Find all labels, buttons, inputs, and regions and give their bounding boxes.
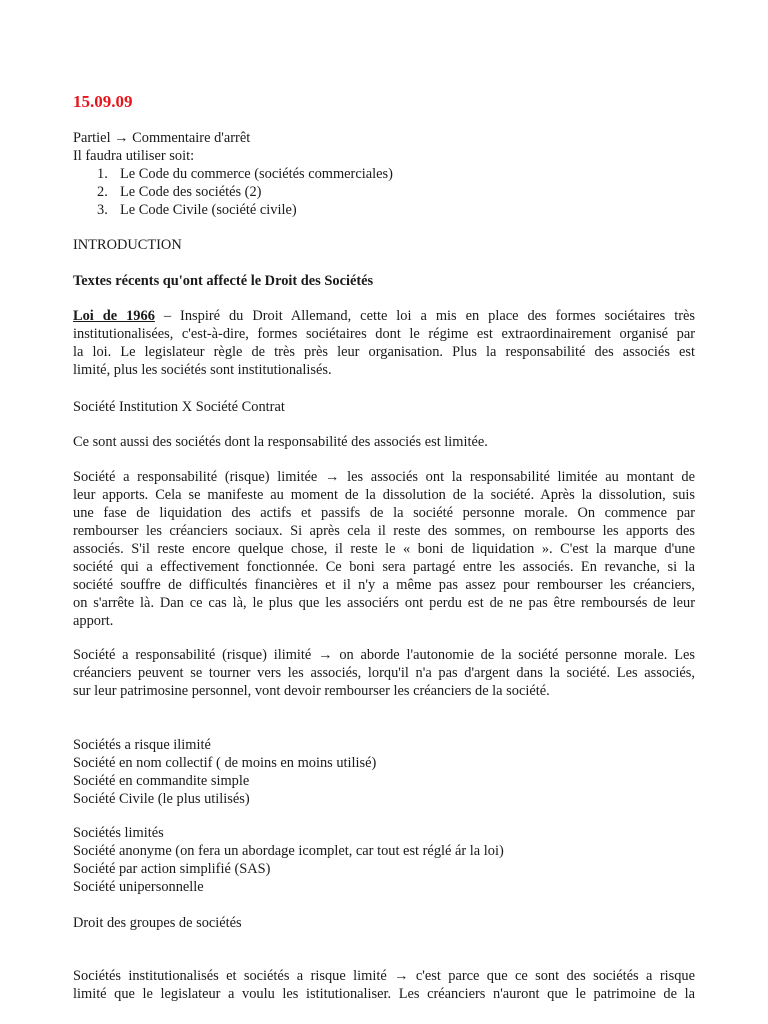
list-item: Société en nom collectif ( de moins en moins utilisé) xyxy=(73,755,377,771)
droit-groupes-line: Droit des groupes de sociétés xyxy=(73,915,242,931)
il-faudra-line: Il faudra utiliser soit: xyxy=(73,148,195,164)
list-item: Société unipersonnelle xyxy=(73,879,204,895)
institution-contrat-line: Société Institution X Société Contrat xyxy=(73,399,285,415)
paragraph-line: la loi. Le legislateur règle de très près leur organisation. Plus la responsabilité des associés est xyxy=(73,344,695,360)
code-list-item xyxy=(73,201,695,219)
paragraph-line: institutionalisées, c'est-à-dire, formes sociétaires dont le régime est extraordinairement organisé par xyxy=(73,326,695,342)
list-number: 2. xyxy=(97,184,108,200)
paragraph-line: limité, plus les sociétés sont institutionalisés. xyxy=(73,362,332,378)
list-number: 3. xyxy=(97,202,108,218)
list-item: Société en commandite simple xyxy=(73,773,250,789)
paragraph-line: limité que le legislateur a voulu les istitutionaliser. Les créanciers n'auront que le patrimoine de la xyxy=(73,986,695,1002)
loi-paragraph xyxy=(73,307,695,379)
code-list-item xyxy=(73,165,695,183)
paragraph-line: apport. xyxy=(73,613,114,629)
paragraph-line: une fase de liquidation des actifs et passifs de la société personne morale. On commence par xyxy=(73,505,695,521)
paragraph-line: sur leur patrimosine personnel, vont devoir rembourser les créanciers de la société. xyxy=(73,683,550,699)
list-text: Le Code Civile (société civile) xyxy=(120,202,297,218)
ilimite-paragraph xyxy=(73,646,695,700)
loi-line-text: – Inspiré du Droit Allemand, cette loi a mis en place des formes sociétaires très xyxy=(154,308,695,324)
introduction-heading: INTRODUCTION xyxy=(73,237,182,253)
list-item: Sociétés limités xyxy=(73,825,164,841)
limites-list xyxy=(73,824,695,896)
list-item: Société anonyme (on fera un abordage icomplet, car tout est réglé ár la loi) xyxy=(73,843,504,859)
partiel-line: Partiel → Commentaire d'arrêt xyxy=(73,130,251,146)
list-item: Société Civile (le plus utilisés) xyxy=(73,791,250,807)
paragraph-line: associés. S'il reste encore quelque chose, il reste le « boni de liquidation ». C'est la marque d'une xyxy=(73,541,695,557)
paragraph-line: société souffre de difficultés financières et il n'y a même pas assez pour rembourser les créanciers, xyxy=(73,577,695,593)
risque-ilimite-list xyxy=(73,736,695,808)
paragraph-line: Société a responsabilité (risque) ilimité → on aborde l'autonomie de la société personne morale. Les xyxy=(73,647,695,663)
limitee-paragraph xyxy=(73,468,695,630)
list-text: Le Code des sociétés (2) xyxy=(120,184,262,200)
partiel-section xyxy=(73,129,695,219)
final-paragraph xyxy=(73,967,695,1003)
ce-sont-line: Ce sont aussi des sociétés dont la responsabilité des associés est limitée. xyxy=(73,434,488,450)
paragraph-line: rembourser les créanciers sociaux. Si après cela il reste des sommes, on rembourse les apports des xyxy=(73,523,695,539)
paragraph-line: Sociétés institutionalisés et sociétés a risque limité → c'est parce que ce sont des sociétés a risque xyxy=(73,968,695,984)
date-heading: 15.09.09 xyxy=(73,92,133,111)
paragraph-line xyxy=(73,307,695,325)
textes-heading: Textes récents qu'ont affecté le Droit des Sociétés xyxy=(73,273,374,289)
list-item: Sociétés a risque ilimité xyxy=(73,737,211,753)
list-item: Société par action simplifié (SAS) xyxy=(73,861,271,877)
paragraph-line: société qui a effectivement fonctionnée. Ce boni sera partagé entre les associés. En revanche, si la xyxy=(73,559,695,575)
paragraph-line: Société a responsabilité (risque) limitée → les associés ont la responsabilité limitée au montant de xyxy=(73,469,695,485)
loi-label: Loi de 1966 xyxy=(73,308,155,324)
list-text: Le Code du commerce (sociétés commerciales) xyxy=(120,166,393,182)
paragraph-line: on s'arrête là. Dan ce cas là, le plus que les associérs ont perdu est de ne pas être remboursés de leur xyxy=(73,595,695,611)
list-number: 1. xyxy=(97,166,108,182)
paragraph-line: leur apports. Cela se manifeste au moment de la dissolution de la société. Après la dissolution, suis xyxy=(73,487,695,503)
code-list-item xyxy=(73,183,695,201)
paragraph-line: créanciers peuvent se tourner vers les associés, lorqu'il n'a pas d'argent dans la société. Les associés, xyxy=(73,665,695,681)
